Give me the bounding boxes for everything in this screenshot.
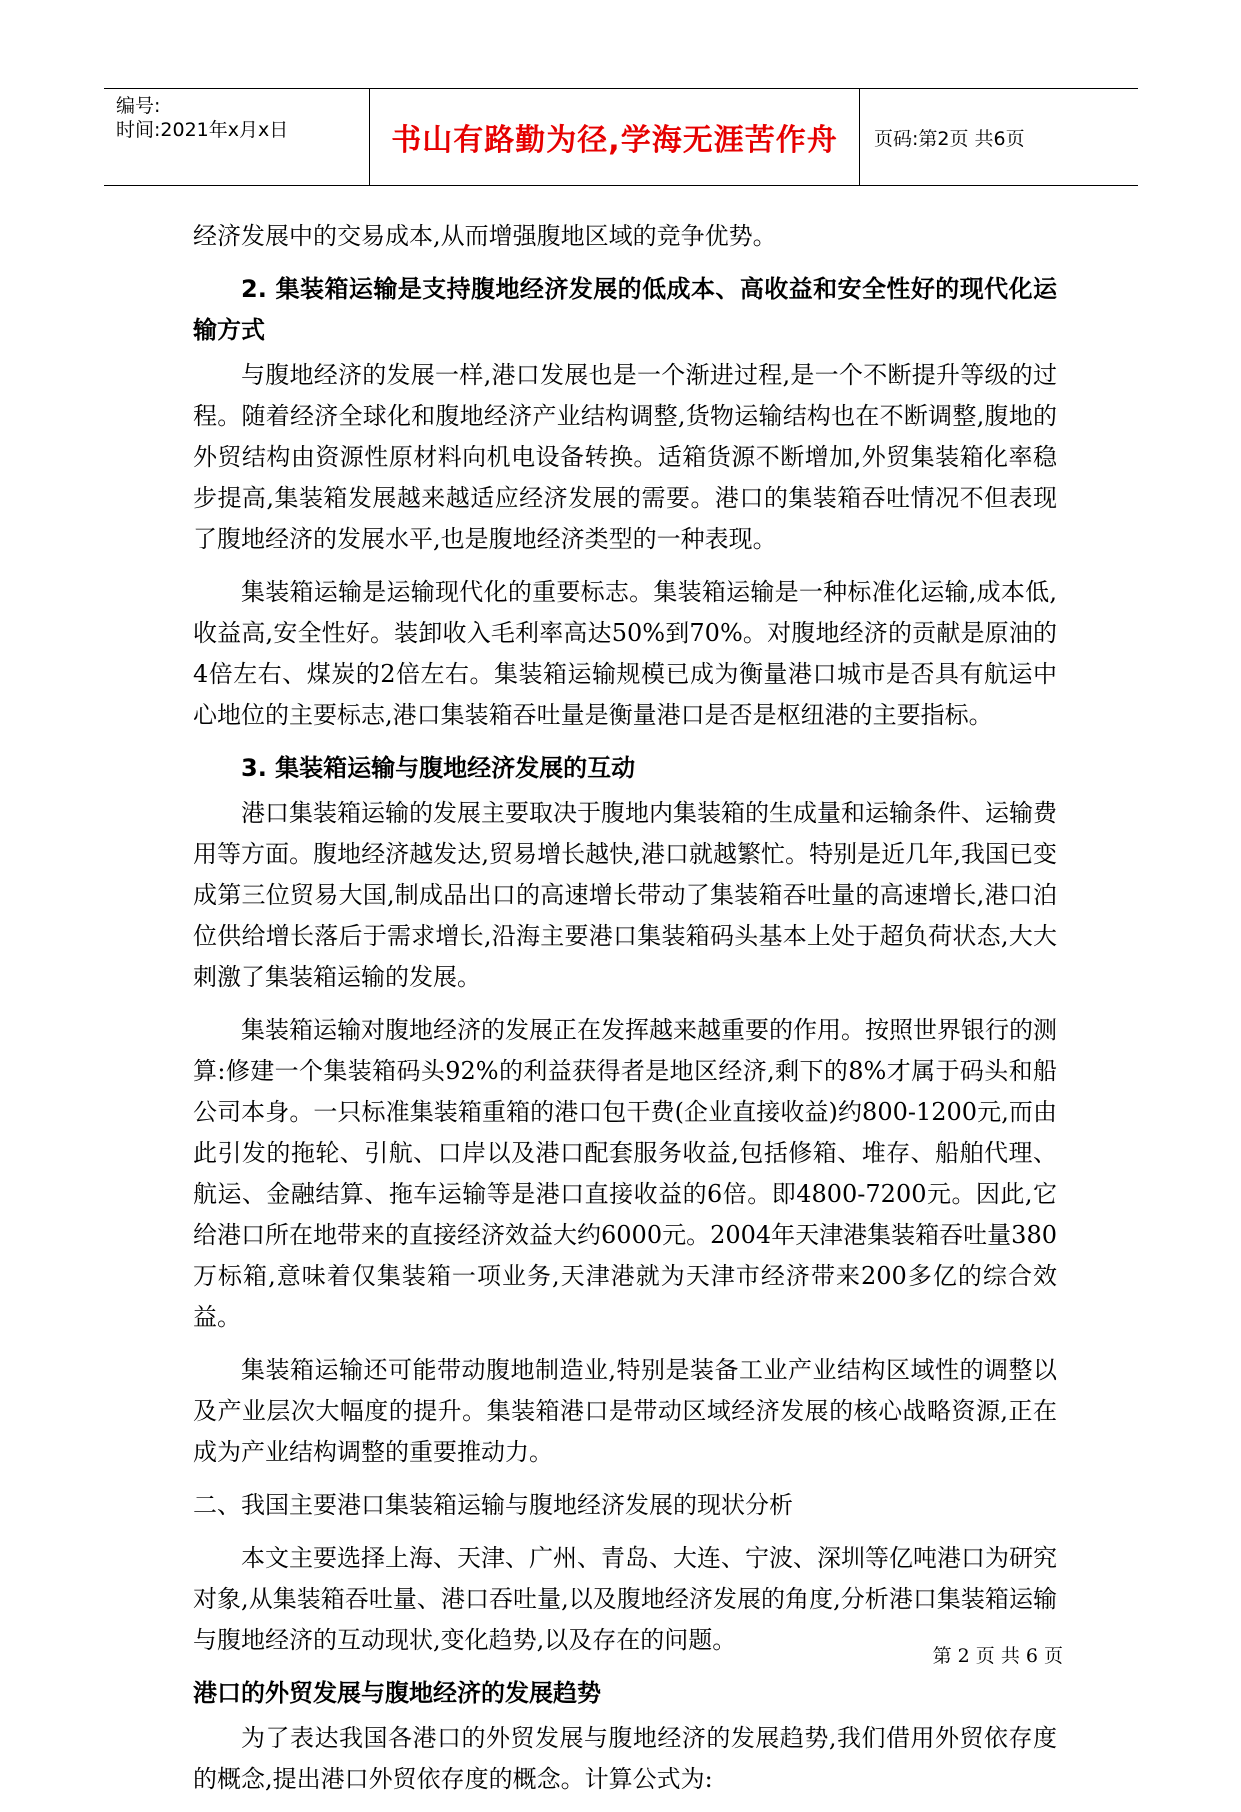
header-motto-cell (370, 89, 860, 185)
paragraph: 集装箱运输还可能带动腹地制造业,特别是装备工业产业结构区域性的调整以及产业层次大幅度的提升。集装箱港口是带动区域经济发展的核心战略资源,正在成为产业结构调整的重要推动力。 (193, 1356, 1057, 1466)
subsection-heading-3: 3. 集装箱运输与腹地经济发展的互动 (241, 754, 636, 782)
paragraph: 与腹地经济的发展一样,港口发展也是一个渐进过程,是一个不断提升等级的过程。随着经济全球化和腹地经济产业结构调整,货物运输结构也在不断调整,腹地的外贸结构由资源性原材料向机电设备转换。适箱货源不断增加,外贸集装箱化率稳步提高,集装箱发展越来越适应经济发展的需要。港口的集装箱吞吐情况不但表现了腹地经济的发展水平,也是腹地经济类型的一种表现。 (193, 361, 1057, 553)
subsection-heading-2: 2. 集装箱运输是支持腹地经济发展的低成本、高收益和安全性好的现代化运输方式 (193, 275, 1057, 344)
header-page-info: 页码:第2页 共6页 (874, 127, 1025, 150)
paragraph: 为了表达我国各港口的外贸发展与腹地经济的发展趋势,我们借用外贸依存度的概念,提出港口外贸依存度的概念。计算公式为: (193, 1724, 1057, 1793)
document-time-label: 时间:2021年x月x日 (116, 119, 289, 141)
subsection-heading-trade: 港口的外贸发展与腹地经济的发展趋势 (193, 1679, 601, 1707)
motto-text: 书山有路勤为径,学海无涯苦作舟 (391, 123, 838, 158)
paragraph: 港口集装箱运输的发展主要取决于腹地内集装箱的生成量和运输条件、运输费用等方面。腹地经济越发达,贸易增长越快,港口就越繁忙。特别是近几年,我国已变成第三位贸易大国,制成品出口的高速增长带动了集装箱吞吐量的高速增长,港口泊位供给增长落后于需求增长,沿海主要港口集装箱码头基本上处于超负荷状态,大大刺激了集装箱运输的发展。 (193, 799, 1057, 991)
paragraph: 集装箱运输对腹地经济的发展正在发挥越来越重要的作用。按照世界银行的测算:修建一个集装箱码头92%的利益获得者是地区经济,剩下的8%才属于码头和船公司本身。一只标准集装箱重箱的港口包干费(企业直接收益)约800-1200元,而由此引发的拖轮、引航、口岸以及港口配套服务收益,包括修箱、堆存、船舶代理、航运、金融结算、拖车运输等是港口直接收益的6倍。即4800-7200元。因此,它给港口所在地带来的直接经济效益大约6000元。2004年天津港集装箱吞吐量380万标箱,意味着仅集装箱一项业务,天津港就为天津市经济带来200多亿的综合效益。 (193, 1016, 1057, 1331)
header-page-cell (860, 89, 1138, 185)
document-code-label: 编号: (116, 95, 161, 117)
paragraph: 经济发展中的交易成本,从而增强腹地区域的竞争优势。 (193, 222, 777, 250)
paragraph: 集装箱运输是运输现代化的重要标志。集装箱运输是一种标准化运输,成本低,收益高,安全性好。装卸收入毛利率高达50%到70%。对腹地经济的贡献是原油的4倍左右、煤炭的2倍左右。集装箱运输规模已成为衡量港口城市是否具有航运中心地位的主要标志,港口集装箱吞吐量是衡量港口是否是枢纽港的主要指标。 (193, 578, 1057, 729)
paragraph: 本文主要选择上海、天津、广州、青岛、大连、宁波、深圳等亿吨港口为研究对象,从集装箱吞吐量、港口吞吐量,以及腹地经济发展的角度,分析港口集装箱运输与腹地经济的互动现状,变化趋势,以及存在的问题。 (193, 1544, 1057, 1654)
header-info-cell (104, 89, 370, 185)
section-heading-2: 二、我国主要港口集装箱运输与腹地经济发展的现状分析 (193, 1491, 793, 1519)
page-header (104, 88, 1138, 186)
page-footer: 第 2 页 共 6 页 (932, 1645, 1063, 1667)
document-body (193, 216, 1057, 1812)
